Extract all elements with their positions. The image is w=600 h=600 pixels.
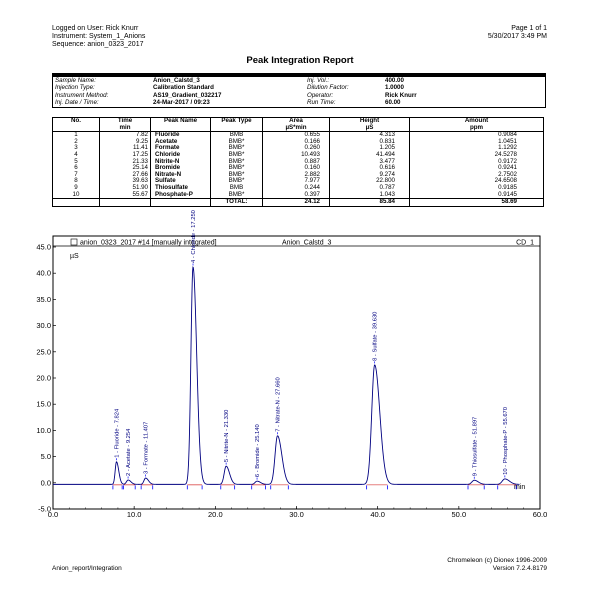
- table-cell: 0.260: [263, 145, 330, 152]
- page-number: Page 1 of 1: [511, 25, 547, 32]
- info-value: 400.00: [385, 77, 404, 84]
- table-cell: 0.166: [263, 139, 330, 146]
- table-cell: 0.397: [263, 192, 330, 199]
- table-cell: 22.800: [330, 178, 410, 185]
- y-tick-label: 20.0: [36, 373, 51, 383]
- info-label: Injection Type:: [55, 84, 95, 92]
- y-tick-label: 35.0: [36, 294, 51, 304]
- y-tick-label: 40.0: [36, 268, 51, 278]
- table-cell: 11.41: [100, 145, 151, 152]
- chart-title-mid: Anion_Calstd_3: [282, 239, 332, 247]
- table-cell: 6: [53, 165, 100, 172]
- y-tick-label: 15.0: [36, 399, 51, 409]
- table-cell: BMB: [211, 185, 263, 192]
- sequence-name: Sequence: anion_0323_2017: [52, 41, 144, 48]
- table-cell: 0.616: [330, 165, 410, 172]
- column-header: Height µS: [330, 118, 410, 132]
- table-cell: 0.887: [263, 159, 330, 166]
- chart-title-left: anion_0323_2017 #14 [manually integrated]: [80, 239, 217, 247]
- column-header: No.: [53, 118, 100, 132]
- report-title: Peak Integration Report: [246, 55, 354, 66]
- peak-annotations: [113, 210, 516, 489]
- table-cell: 2.7502: [410, 172, 544, 179]
- info-value: Calibration Standard: [153, 84, 214, 92]
- logged-on-user: Logged on User: Rick Knurr: [52, 25, 139, 32]
- table-cell: Nitrite-N: [151, 159, 211, 166]
- column-header: Area µS*min: [263, 118, 330, 132]
- peak-marker: [221, 410, 235, 490]
- table-cell: 1: [53, 132, 100, 139]
- x-tick-label: 30.0: [289, 510, 304, 519]
- table-cell: 7: [53, 172, 100, 179]
- table-cell: BMB*: [211, 159, 263, 166]
- info-label: Sample Name:: [55, 77, 96, 84]
- y-tick-label: 45.0: [36, 242, 51, 252]
- chart-menu-icon[interactable]: [71, 239, 77, 245]
- table-cell: Thiosulfate: [151, 185, 211, 192]
- table-cell: Nitrate-N: [151, 172, 211, 179]
- peak-label: 9 - Thiosulfate - 51.897: [472, 416, 479, 477]
- info-label: Inj. Vol.:: [307, 77, 330, 84]
- software-copyright: Chromeleon (c) Dionex 1996-2009: [447, 557, 547, 564]
- table-cell: 0.9145: [410, 192, 544, 199]
- table-cell: 7.977: [263, 178, 330, 185]
- table-cell: BMB*: [211, 139, 263, 146]
- peak-marker: [468, 417, 484, 490]
- table-cell: Formate: [151, 145, 211, 152]
- column-header: Peak Type: [211, 118, 263, 132]
- peak-marker: [252, 424, 266, 489]
- table-cell: 0.9185: [410, 185, 544, 192]
- x-axis-unit: min: [514, 484, 526, 491]
- table-cell: 24.5278: [410, 152, 544, 159]
- table-cell: 0.831: [330, 139, 410, 146]
- table-cell: 17.25: [100, 152, 151, 159]
- y-axis-unit: µS: [70, 253, 79, 260]
- y-tick-label: -5.0: [38, 504, 51, 514]
- table-cell: Bromide: [151, 165, 211, 172]
- table-cell: 2: [53, 139, 100, 146]
- table-cell: 39.63: [100, 178, 151, 185]
- info-label: Run Time:: [307, 99, 336, 107]
- table-cell: BMB*: [211, 152, 263, 159]
- table-cell: BMB*: [211, 178, 263, 185]
- info-label: Dilution Factor:: [307, 84, 349, 92]
- table-cell: 8: [53, 178, 100, 185]
- table-cell: 25.14: [100, 165, 151, 172]
- y-tick-label: 25.0: [36, 347, 51, 357]
- table-cell: 3: [53, 145, 100, 152]
- info-label: Inj. Date / Time:: [55, 99, 99, 107]
- table-cell: 4: [53, 152, 100, 159]
- table-cell: 4.313: [330, 132, 410, 139]
- peak-label: 5 - Nitrite-N - 21.330: [224, 409, 231, 463]
- x-tick-label: 20.0: [208, 510, 223, 519]
- table-cell: Chloride: [151, 152, 211, 159]
- table-cell: 7.82: [100, 132, 151, 139]
- x-tick-label: 50.0: [451, 510, 467, 519]
- peak-label: 2 - Acetate - 9.254: [126, 428, 133, 477]
- y-tick-label: 5.0: [40, 452, 51, 462]
- info-value: 60.00: [385, 99, 401, 107]
- info-value: AS19_Gradient_032217: [153, 91, 222, 99]
- total-label: TOTAL:: [211, 199, 263, 207]
- trace-line: [53, 267, 520, 484]
- table-cell: BMB: [211, 132, 263, 139]
- table-cell: 3.477: [330, 159, 410, 166]
- table-cell: 0.9084: [410, 132, 544, 139]
- table-cell: 1.043: [330, 192, 410, 199]
- info-value: 1.0000: [385, 84, 404, 92]
- total-cell: 24.12: [263, 199, 330, 207]
- peak-label: 10 - Phosphate-P - 55.670: [502, 407, 509, 475]
- table-cell: 27.66: [100, 172, 151, 179]
- table-cell: 2.882: [263, 172, 330, 179]
- footer-right: [447, 557, 547, 573]
- peak-label: 8 - Sulfate - 39.630: [372, 311, 379, 361]
- table-cell: 0.244: [263, 185, 330, 192]
- peak-label: 4 - Chloride - 17.250: [191, 210, 198, 263]
- table-cell: BMB*: [211, 165, 263, 172]
- info-label: Operator:: [307, 91, 334, 99]
- table-cell: 0.160: [263, 165, 330, 172]
- x-tick-label: 40.0: [370, 510, 385, 519]
- footer-left: Anion_report/Integration: [52, 565, 122, 572]
- table-cell: 51.90: [100, 185, 151, 192]
- peak-label: 1 - Fluoride - 7.824: [114, 408, 121, 458]
- info-value: Rick Knurr: [385, 91, 417, 99]
- table-cell: 1.205: [330, 145, 410, 152]
- info-value: 24-Mar-2017 / 09:23: [153, 99, 210, 107]
- table-cell: 9.25: [100, 139, 151, 146]
- table-cell: Sulfate: [151, 178, 211, 185]
- y-tick-label: 0.0: [40, 478, 51, 488]
- peak-label: 7 - Nitrate-N - 27.660: [275, 377, 282, 432]
- table-cell: 0.9241: [410, 165, 544, 172]
- table-cell: Phosphate-P: [151, 192, 211, 199]
- y-tick-label: 10.0: [36, 425, 51, 435]
- table-cell: BMB*: [211, 145, 263, 152]
- table-cell: 10: [53, 192, 100, 199]
- table-cell: 1.1292: [410, 145, 544, 152]
- column-header: Time min: [100, 118, 151, 132]
- x-tick-label: 60.0: [532, 510, 548, 519]
- peak-label: 3 - Formate - 11.407: [143, 421, 150, 475]
- table-cell: 5: [53, 159, 100, 166]
- table-cell: 1.0451: [410, 139, 544, 146]
- table-cell: 9: [53, 185, 100, 192]
- info-label: Instrument Method:: [55, 91, 109, 99]
- info-value: Anion_Calstd_3: [153, 77, 200, 84]
- instrument-name: Instrument: System_1_Anions: [52, 33, 146, 40]
- total-cell: 58.69: [410, 199, 544, 207]
- table-cell: 24.6508: [410, 178, 544, 185]
- table-cell: 21.33: [100, 159, 151, 166]
- table-cell: BMB*: [211, 172, 263, 179]
- table-cell: Acetate: [151, 139, 211, 146]
- table-cell: 41.494: [330, 152, 410, 159]
- table-cell: Fluoride: [151, 132, 211, 139]
- peak-label: 6 - Bromide - 25.140: [255, 424, 262, 478]
- peak-marker: [498, 407, 517, 489]
- chart-axes: [36, 243, 547, 520]
- total-cell: 85.84: [330, 199, 410, 207]
- table-cell: 10.493: [263, 152, 330, 159]
- column-header: Amount ppm: [410, 118, 544, 132]
- table-cell: 9.274: [330, 172, 410, 179]
- table-cell: BMB*: [211, 192, 263, 199]
- table-cell: 0.787: [330, 185, 410, 192]
- x-tick-label: 10.0: [126, 510, 142, 519]
- table-cell: 0.655: [263, 132, 330, 139]
- chromatogram-trace: [53, 267, 520, 484]
- y-tick-label: 30.0: [36, 321, 51, 331]
- x-tick-label: 0.0: [47, 510, 59, 519]
- table-cell: 55.67: [100, 192, 151, 199]
- chart-title-right: CD_1: [516, 239, 534, 247]
- print-datetime: 5/30/2017 3:49 PM: [487, 33, 547, 40]
- table-cell: 0.9172: [410, 159, 544, 166]
- software-version: Version 7.2.4.8179: [492, 565, 547, 572]
- column-header: Peak Name: [151, 118, 211, 132]
